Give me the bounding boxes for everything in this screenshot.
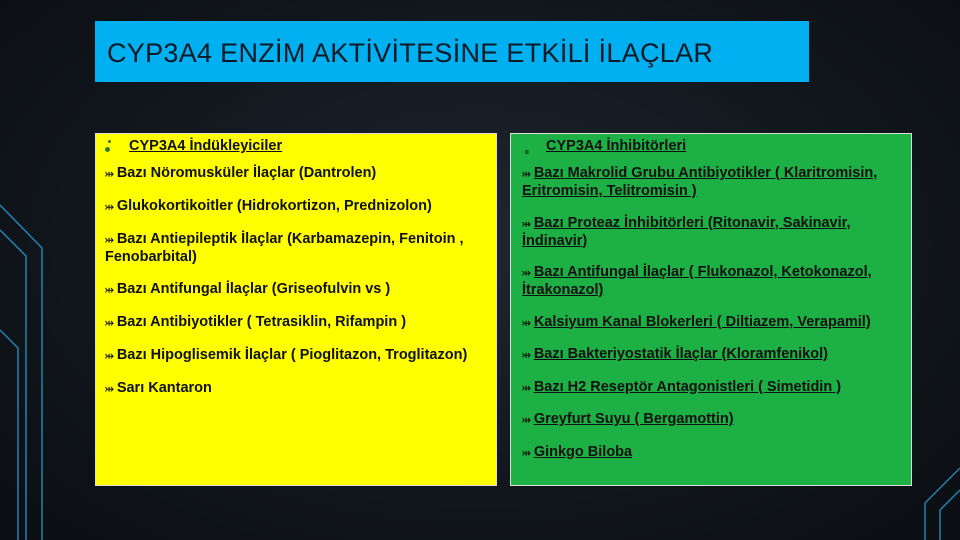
list-item [105, 231, 488, 266]
arrow-bullet-icon: ⤔ [105, 350, 113, 362]
list-item-label: Bazı Makrolid Grubu Antibiyotikler ( Klaritromisin, Eritromisin, Telitromisin ) [522, 165, 878, 199]
inducers-panel [95, 133, 497, 486]
list-item-label: Sarı Kantaron [116, 380, 212, 396]
inhibitors-panel [510, 133, 912, 486]
arrow-bullet-icon: ⤔ [522, 168, 530, 180]
list-item [105, 198, 488, 216]
list-item-label: Bazı Proteaz İnhibitörleri (Ritonavir, Sakinavir, İndinavir) [522, 214, 851, 249]
page-title: CYP3A4 ENZİM AKTİVİTESİNE ETKİLİ İLAÇLAR [107, 38, 714, 68]
arrow-bullet-icon: ⤔ [522, 446, 530, 459]
list-item [522, 215, 901, 250]
list-item [105, 281, 488, 299]
list-item-label: Bazı H2 Reseptör Antagonistleri ( Simetidin ) [533, 378, 842, 395]
inducers-heading [105, 138, 488, 155]
list-item-label: Greyfurt Suyu ( Bergamottin) [533, 411, 734, 427]
arrow-bullet-icon: ⤔ [522, 381, 530, 394]
arrow-bullet-icon: ⤔ [522, 414, 530, 426]
list-item-label: Kalsiyum Kanal Blokerleri ( Diltiazem, Verapamil) [533, 313, 871, 330]
arrow-bullet-icon: ⤔ [105, 234, 113, 246]
list-item [522, 165, 901, 200]
arrow-bullet-icon: ⤔ [522, 267, 530, 279]
arrow-bullet-icon: ⤔ [105, 168, 113, 180]
list-item-label: Bazı Hipoglisemik İlaçlar ( Pioglitazon, Troglitazon) [116, 347, 468, 363]
arrow-bullet-icon: ⤔ [105, 317, 113, 329]
list-item-label: Bazı Antibiyotikler ( Tetrasiklin, Rifampin ) [116, 314, 407, 330]
inducers-list [105, 165, 488, 398]
list-item [522, 444, 901, 462]
arrow-bullet-icon: ⤔ [105, 284, 113, 296]
inducers-heading-label: CYP3A4 İndükleyiciler [129, 138, 283, 154]
list-item-label: Bazı Nöromusküler İlaçlar (Dantrolen) [116, 165, 377, 181]
list-item-label: Bazı Antiepileptik İlaçlar (Karbamazepin, Fenitoin , Fenobarbital) [105, 231, 464, 265]
inhibitors-list [522, 165, 901, 462]
title-bar [95, 21, 809, 82]
list-item-label: Bazı Antifungal İlaçlar ( Flukonazol, Ketokonazol, İtrakonazol) [522, 264, 872, 298]
inhibitors-heading [522, 138, 901, 155]
list-item [522, 264, 901, 299]
list-item-label: Bazı Bakteriyostatik İlaçlar (Kloramfenikol) [533, 346, 828, 362]
arrow-bullet-icon: ⤔ [105, 383, 113, 395]
list-item-label: Bazı Antifungal İlaçlar (Griseofulvin vs ) [116, 281, 391, 297]
list-item [522, 346, 901, 364]
list-item [522, 379, 901, 397]
arrow-bullet-icon: ⤔ [522, 217, 530, 230]
list-item [105, 347, 488, 365]
list-item [105, 165, 488, 183]
arrow-bullet-icon: ⤔ [105, 201, 113, 213]
list-item-label: Ginkgo Biloba [533, 443, 633, 460]
arrow-bullet-icon: ⤔ [522, 349, 530, 361]
list-item [522, 314, 901, 332]
list-item [105, 314, 488, 332]
list-item [105, 380, 488, 398]
list-item-label: Glukokortikoitler (Hidrokortizon, Prednizolon) [116, 198, 432, 214]
arrow-bullet-icon: ⤔ [522, 316, 530, 329]
inhibitors-heading-label: CYP3A4 İnhibitörleri [546, 138, 687, 154]
list-item [522, 411, 901, 429]
